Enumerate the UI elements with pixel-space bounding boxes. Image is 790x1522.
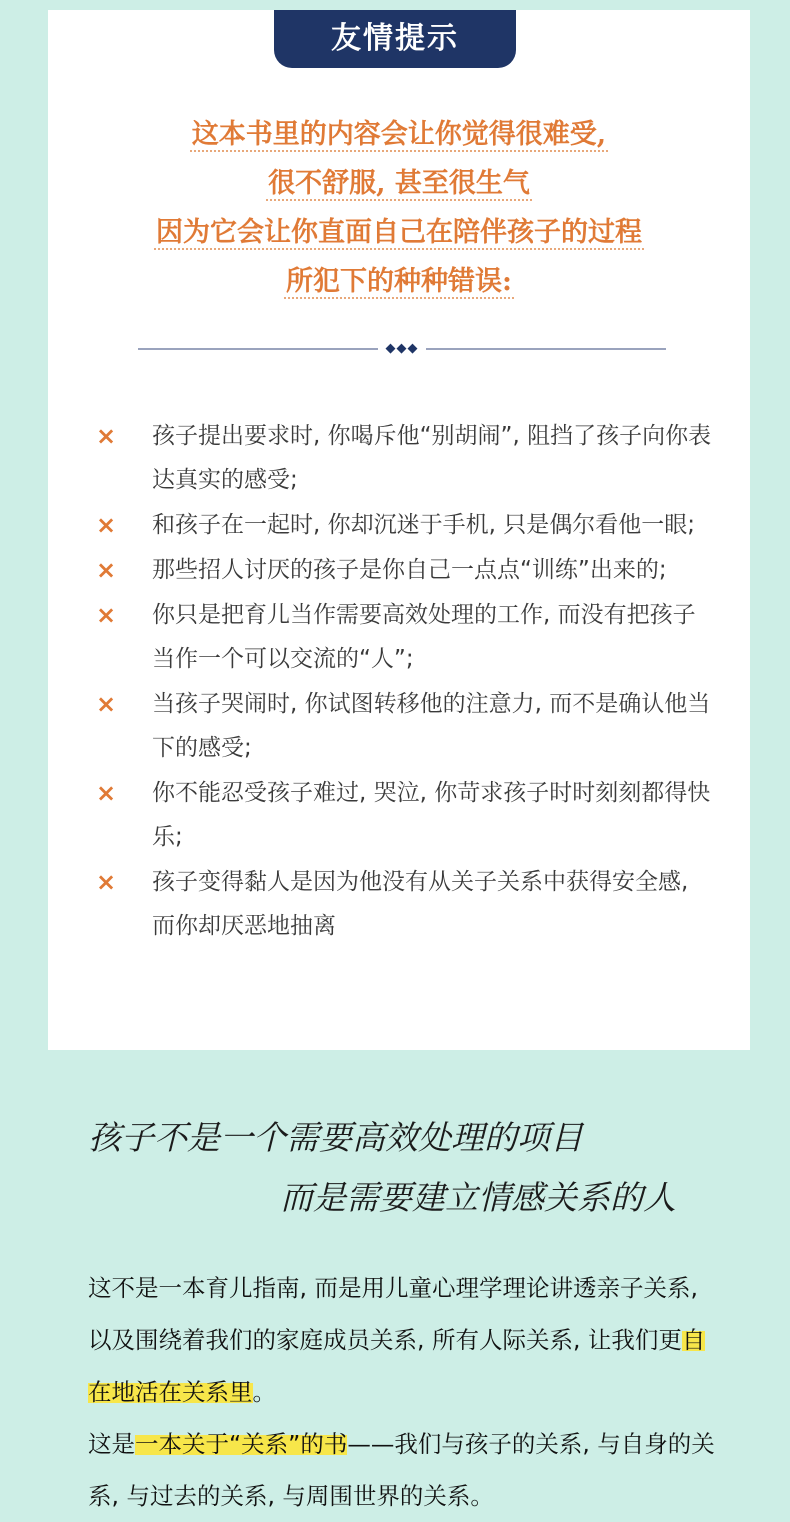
list-item: [48, 771, 750, 859]
mistake-text: 孩子提出要求时, 你喝斥他“别胡闹”, 阻挡了孩子向你表达真实的感受;: [152, 423, 712, 493]
mistake-text: 孩子变得黏人是因为他没有从关子关系中获得安全感, 而你却厌恶地抽离: [152, 869, 689, 939]
list-item: [48, 593, 750, 681]
notice-line: 所犯下的种种错误:: [286, 266, 512, 297]
notice-text: [48, 116, 750, 312]
description-paragraph: [88, 1262, 728, 1418]
cross-icon: ×: [96, 690, 117, 718]
mistake-text: 当孩子哭闹时, 你试图转移他的注意力, 而不是确认他当下的感受;: [152, 691, 711, 761]
notice-card: [48, 10, 750, 1050]
cross-icon: ×: [96, 511, 117, 539]
cross-icon: ×: [96, 868, 117, 896]
list-item: [48, 503, 750, 547]
highlighted-phrase: 自在地活在关系里: [88, 1326, 706, 1406]
paragraph-text: 。: [252, 1378, 276, 1406]
paragraph-text: 这不是一本育儿指南, 而是用儿童心理学理论讲透亲子关系, 以及围绕着我们的家庭成员关系, 所有人际关系, 让我们更: [88, 1274, 698, 1354]
slogan-line-2: 而是需要建立情感关系的人: [280, 1178, 676, 1217]
notice-tab-title: 友情提示: [274, 10, 516, 68]
cross-icon: ×: [96, 601, 117, 629]
description-paragraph: [88, 1418, 728, 1522]
slogan-line-1: 孩子不是一个需要高效处理的项目: [88, 1118, 583, 1157]
mistake-text: 你只是把育儿当作需要高效处理的工作, 而没有把孩子当作一个可以交流的“人”;: [152, 602, 696, 672]
mistakes-list: [48, 414, 750, 949]
mistake-text: 和孩子在一起时, 你却沉迷于手机, 只是偶尔看他一眼;: [152, 512, 695, 538]
cross-icon: ×: [96, 422, 117, 450]
paragraph-text: 这是: [88, 1430, 135, 1458]
notice-line: 很不舒服, 甚至很生气: [268, 168, 530, 199]
notice-line: 因为它会让你直面自己在陪伴孩子的过程: [156, 217, 642, 248]
list-item: [48, 682, 750, 770]
paragraph-text: ——我们与孩子的关系, 与自身的关系, 与过去的关系, 与周围世界的关系。: [88, 1430, 715, 1510]
highlighted-phrase: 一本关于“关系”的书: [135, 1430, 348, 1458]
notice-line: 这本书里的内容会让你觉得很难受,: [191, 119, 607, 150]
mistake-text: 你不能忍受孩子难过, 哭泣, 你苛求孩子时时刻刻都得快乐;: [152, 780, 711, 850]
mistake-text: 那些招人讨厌的孩子是你自己一点点“训练”出来的;: [152, 557, 667, 583]
list-item: [48, 860, 750, 948]
cross-icon: ×: [96, 556, 117, 584]
diamond-divider-icon: ◆◆◆: [378, 337, 426, 361]
list-item: [48, 548, 750, 592]
cross-icon: ×: [96, 779, 117, 807]
description-text: [88, 1262, 728, 1522]
list-item: [48, 414, 750, 502]
